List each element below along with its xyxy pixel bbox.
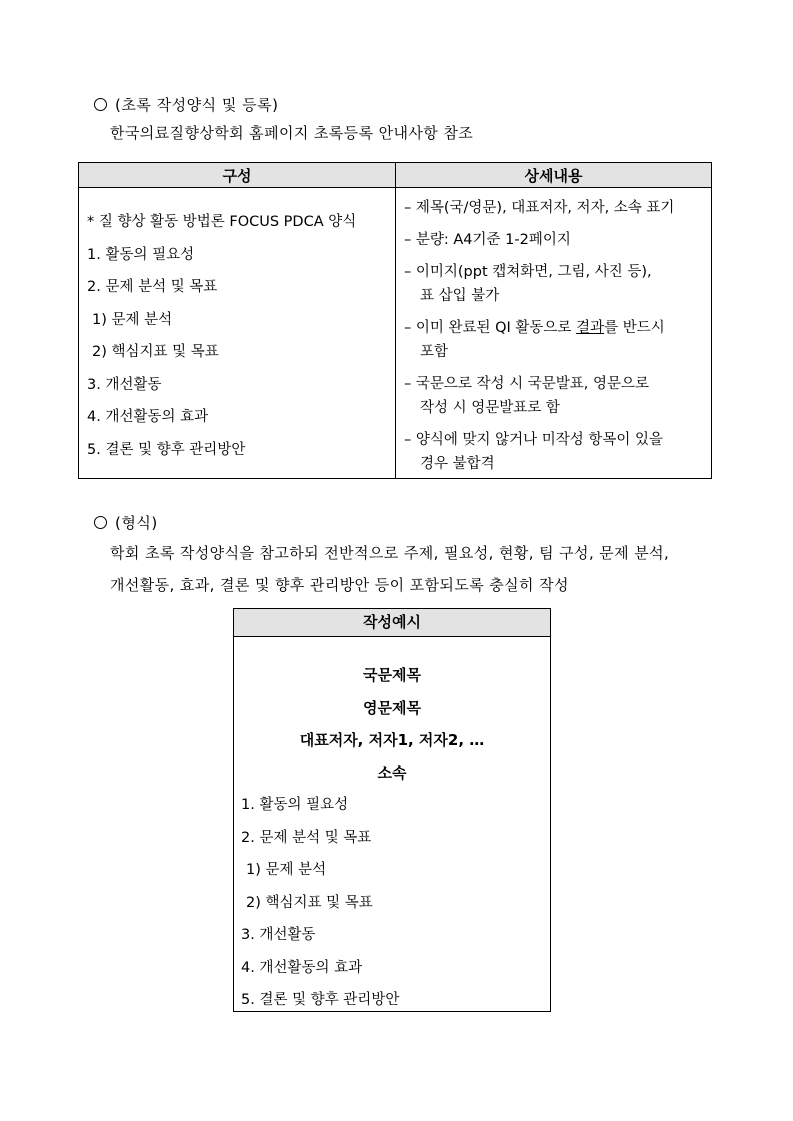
list-item: 5. 결론 및 향후 관리방안 — [87, 441, 246, 458]
detail-item — [404, 260, 703, 308]
detail-item — [404, 228, 703, 252]
list-item: 3. 개선활동 — [87, 376, 162, 393]
list-item: 2. 문제 분석 및 목표 — [87, 279, 218, 295]
section2-heading: (형식) — [115, 514, 158, 532]
detail-text: – 양식에 맞지 않거나 미작성 항목이 있을 — [404, 432, 664, 448]
section2-line1: 학회 초록 작성양식을 참고하되 전반적으로 주제, 필요성, 현황, 팀 구성, 문제 분석, — [110, 544, 670, 562]
section2-heading-row — [94, 512, 158, 533]
detail-item — [404, 372, 703, 420]
detail-item — [404, 428, 703, 476]
list-item: 4. 개선활동의 효과 — [87, 409, 209, 425]
table-header-details: 상세내용 — [396, 163, 712, 188]
list-item: 2) 핵심지표 및 목표 — [246, 894, 373, 911]
list-item: 1. 활동의 필요성 — [87, 246, 195, 263]
section1-heading-row — [94, 94, 278, 115]
circle-bullet-icon — [94, 98, 107, 111]
composition-cell — [79, 188, 396, 479]
detail-text: – 국문으로 작성 시 국문발표, 영문으로 — [404, 376, 650, 392]
list-item: * 질 향상 활동 방법론 FOCUS PDCA 양식 — [87, 214, 357, 230]
list-item: 1) 문제 분석 — [246, 862, 327, 878]
detail-item — [404, 196, 703, 220]
detail-text: – 이미지(ppt 캡쳐화면, 그림, 사진 등), — [404, 264, 652, 280]
example-affiliation: 소속 — [377, 763, 407, 782]
detail-text: – 제목(국/영문), 대표저자, 저자, 소속 표기 — [404, 200, 675, 216]
list-item: 5. 결론 및 향후 관리방안 — [241, 992, 400, 1008]
abstract-structure-table — [78, 162, 712, 479]
detail-text: – 분량: A4기준 1-2페이지 — [404, 232, 571, 248]
detail-item — [404, 316, 703, 364]
list-item: 2) 핵심지표 및 목표 — [92, 344, 219, 360]
detail-text-part: 를 반드시 — [604, 320, 665, 336]
section2-line2: 개선활동, 효과, 결론 및 향후 관리방안 등이 포함되도록 충실히 작성 — [110, 576, 569, 594]
section1-heading: (초록 작성양식 및 등록) — [115, 96, 279, 114]
detail-text-cont: 포함 — [420, 344, 449, 360]
list-item: 1. 활동의 필요성 — [241, 797, 349, 813]
example-header: 작성예시 — [234, 609, 550, 637]
example-title-en: 영문제목 — [363, 698, 421, 717]
detail-text-cont: 표 삽입 불가 — [420, 288, 500, 304]
section1-note: 한국의료질향상학회 홈페이지 초록등록 안내사항 참조 — [110, 124, 474, 142]
list-item: 3. 개선활동 — [241, 927, 316, 943]
list-item: 4. 개선활동의 효과 — [241, 959, 363, 976]
list-item: 2. 문제 분석 및 목표 — [241, 829, 372, 846]
detail-text-cont: 경우 불합격 — [420, 456, 495, 472]
example-box — [233, 608, 551, 1012]
circle-bullet-icon — [94, 516, 107, 529]
details-cell — [396, 188, 712, 479]
detail-text — [404, 316, 703, 340]
list-item: 1) 문제 분석 — [92, 311, 173, 328]
example-authors: 대표저자, 저자1, 저자2, … — [299, 731, 485, 749]
example-title-kr: 국문제목 — [363, 666, 421, 684]
underlined-result: 결과 — [576, 320, 605, 336]
detail-text-cont: 작성 시 영문발표로 함 — [420, 400, 560, 416]
table-header-composition: 구성 — [79, 163, 396, 188]
detail-text-part: – 이미 완료된 QI 활동으로 — [404, 320, 577, 336]
